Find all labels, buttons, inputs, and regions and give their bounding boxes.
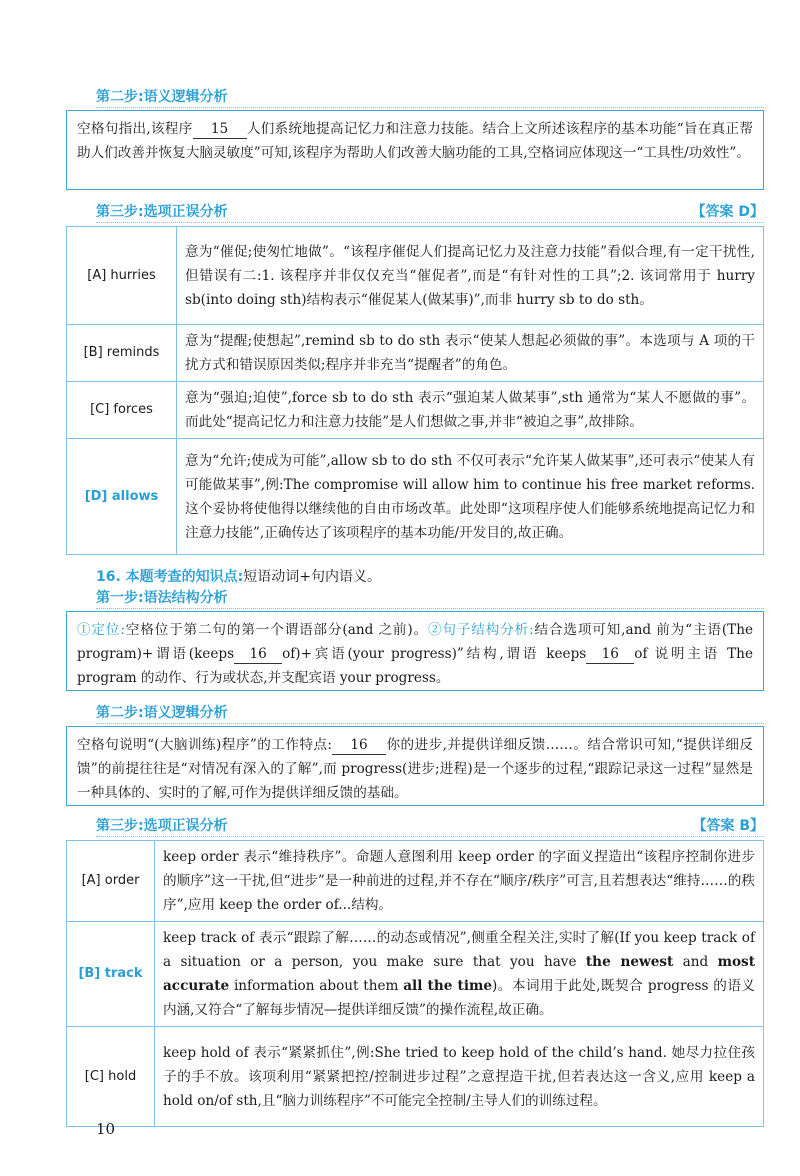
divider [96, 836, 764, 837]
divider [96, 723, 764, 724]
text: 人们系统地提高记忆力和注意力技能。结合上文所述该程序的基本功能“旨在真正帮助人们改善并恢复大脑灵敏度”可知,该程序为帮助人们改善大脑功能的工具,空格词应体现这一“工具性/功效性”。 [77, 121, 753, 161]
text: of 说明主语 The program 的动作、行为或状态,并支配宾语 your progress。 [77, 646, 753, 686]
blank: 16 [234, 645, 282, 664]
option-label: [C] forces [67, 382, 177, 439]
page-number: 10 [96, 1120, 116, 1138]
divider [96, 608, 764, 609]
question-topic: 短语动词+句内语义。 [243, 569, 382, 585]
table-row [67, 841, 764, 922]
option-label: [C] hold [67, 1027, 155, 1127]
section-title: 第三步:选项正误分析 [96, 818, 228, 834]
text: 空格句指出,该程序 [77, 121, 193, 137]
option-text: 意为“允许;使成为可能”,allow sb to do sth 不仅可表示“允许某人做某事”,还可表示“使某人有可能做某事”,例:The compromise will allow him to continue his free market reforms. 这个妥协将使他得以继续他的自由市场改革。此处即“这项程序使人们能够系统地提高记忆力和注意力技能”,正确传达了该项程序的基本功能/开发目的,故正确。 [177, 439, 764, 555]
option-text [155, 922, 764, 1027]
text: 结合选项可知,and 前为“主语(The program)+谓语(keeps [77, 622, 753, 662]
text: keep track of 表示“跟踪了解……的动态或情况”,侧重全程关注,实时了解(If you keep track of a situation or a person, you make sure that you have [163, 930, 755, 970]
analysis-box [66, 726, 764, 806]
option-label: [A] order [67, 841, 155, 922]
section-title: 第三步:选项正误分析 [96, 204, 228, 220]
text: 空格句说明“(大脑训练)程序”的工作特点: [77, 737, 333, 753]
answer-label: 【答案 D】 [686, 201, 765, 221]
section-header [0, 199, 800, 223]
bold-text: most accurate [163, 954, 755, 994]
blank: 16 [586, 645, 634, 664]
option-label: [A] hurries [67, 227, 177, 325]
highlight-label: ①定位: [77, 622, 125, 638]
table-row [67, 227, 764, 325]
section-header [0, 84, 800, 108]
section-header [0, 700, 800, 724]
text: 空格位于第二句的第一个谓语部分(and 之前)。 [124, 622, 428, 638]
section-title: 第二步:语义逻辑分析 [96, 89, 228, 105]
option-label-correct: [B] track [67, 922, 155, 1027]
blank: 15 [193, 120, 247, 139]
section-title: 第二步:语义逻辑分析 [96, 705, 228, 721]
text: of)+宾语(your progress)”结构,谓语 keeps [282, 646, 587, 662]
option-label-correct: [D] allows [67, 439, 177, 555]
text: and [673, 954, 718, 970]
answer-label: 【答案 B】 [686, 815, 764, 835]
highlight-label: ②句子结构分析: [427, 622, 534, 638]
option-text: 意为“提醒;使想起”,remind sb to do sth 表示“使某人想起必须做的事”。本选项与 A 项的干扰方式和错误原因类似;程序并非充当“提醒者”的角色。 [177, 325, 764, 382]
table-row [67, 1027, 764, 1127]
table-row [67, 382, 764, 439]
divider [96, 222, 764, 223]
option-text: keep hold of 表示“紧紧抓住”,例:She tried to keep hold of the child’s hand. 她尽力拉住孩子的手不放。该项利用“紧紧把控/控制进步过程”之意捏造干扰,但若表达这一含义,应用 keep a hold on/of sth,且“脑力训练程序”不可能完全控制/主导人们的训练过程。 [155, 1027, 764, 1127]
text: information about them [229, 978, 404, 994]
options-table [66, 226, 764, 555]
analysis-box [66, 110, 764, 190]
option-text: 意为“强迫;迫使”,force sb to do sth 表示“强迫某人做某事”,sth 通常为“某人不愿做的事”。而此处“提高记忆力和注意力技能”是人们想做之事,并非“被迫之事”,故排除。 [177, 382, 764, 439]
option-text: keep order 表示“维持秩序”。命题人意图利用 keep order 的字面义捏造出“该程序控制你进步的顺序”这一干扰,但“进步”是一种前进的过程,并不存在“顺序/秩序”可言,且若想表达“维持……的秩序”,应用 keep the order of...结构。 [155, 841, 764, 922]
section-header [0, 585, 800, 609]
question-header [96, 566, 381, 586]
section-header [0, 813, 800, 837]
bold-text: the newest [585, 954, 674, 970]
table-row [67, 922, 764, 1027]
analysis-box [66, 611, 764, 691]
table-row [67, 439, 764, 555]
divider [96, 107, 764, 108]
table-row [67, 325, 764, 382]
options-table [66, 840, 764, 1127]
option-text: 意为“催促;使匆忙地做”。“该程序催促人们提高记忆力及注意力技能”看似合理,有一定干扰性,但错误有二:1. 该程序并非仅仅充当“催促者”,而是“有针对性的工具”;2. 该词常用于 hurry sb(into doing sth)结构表示“催促某人(做某事)”,而非 hurry sb to do sth。 [177, 227, 764, 325]
text: 你的进步,并提供详细反馈……。结合常识可知,“提供详细反馈”的前提往往是“对情况有深入的了解”,而 progress(进步;进程)是一个逐步的过程,“跟踪记录这一过程”显然是一种具体的、实时的了解,可作为提供详细反馈的基础。 [77, 737, 754, 801]
section-title: 第一步:语法结构分析 [96, 590, 228, 606]
question-number: 16. 本题考查的知识点: [96, 569, 244, 585]
option-label: [B] reminds [67, 325, 177, 382]
blank: 16 [332, 736, 386, 755]
bold-text: all the time [403, 978, 493, 994]
text: )。本词用于此处,既契合 progress 的语义内涵,又符合“了解每步情况—提供详细反馈”的操作流程,故正确。 [163, 978, 755, 1018]
